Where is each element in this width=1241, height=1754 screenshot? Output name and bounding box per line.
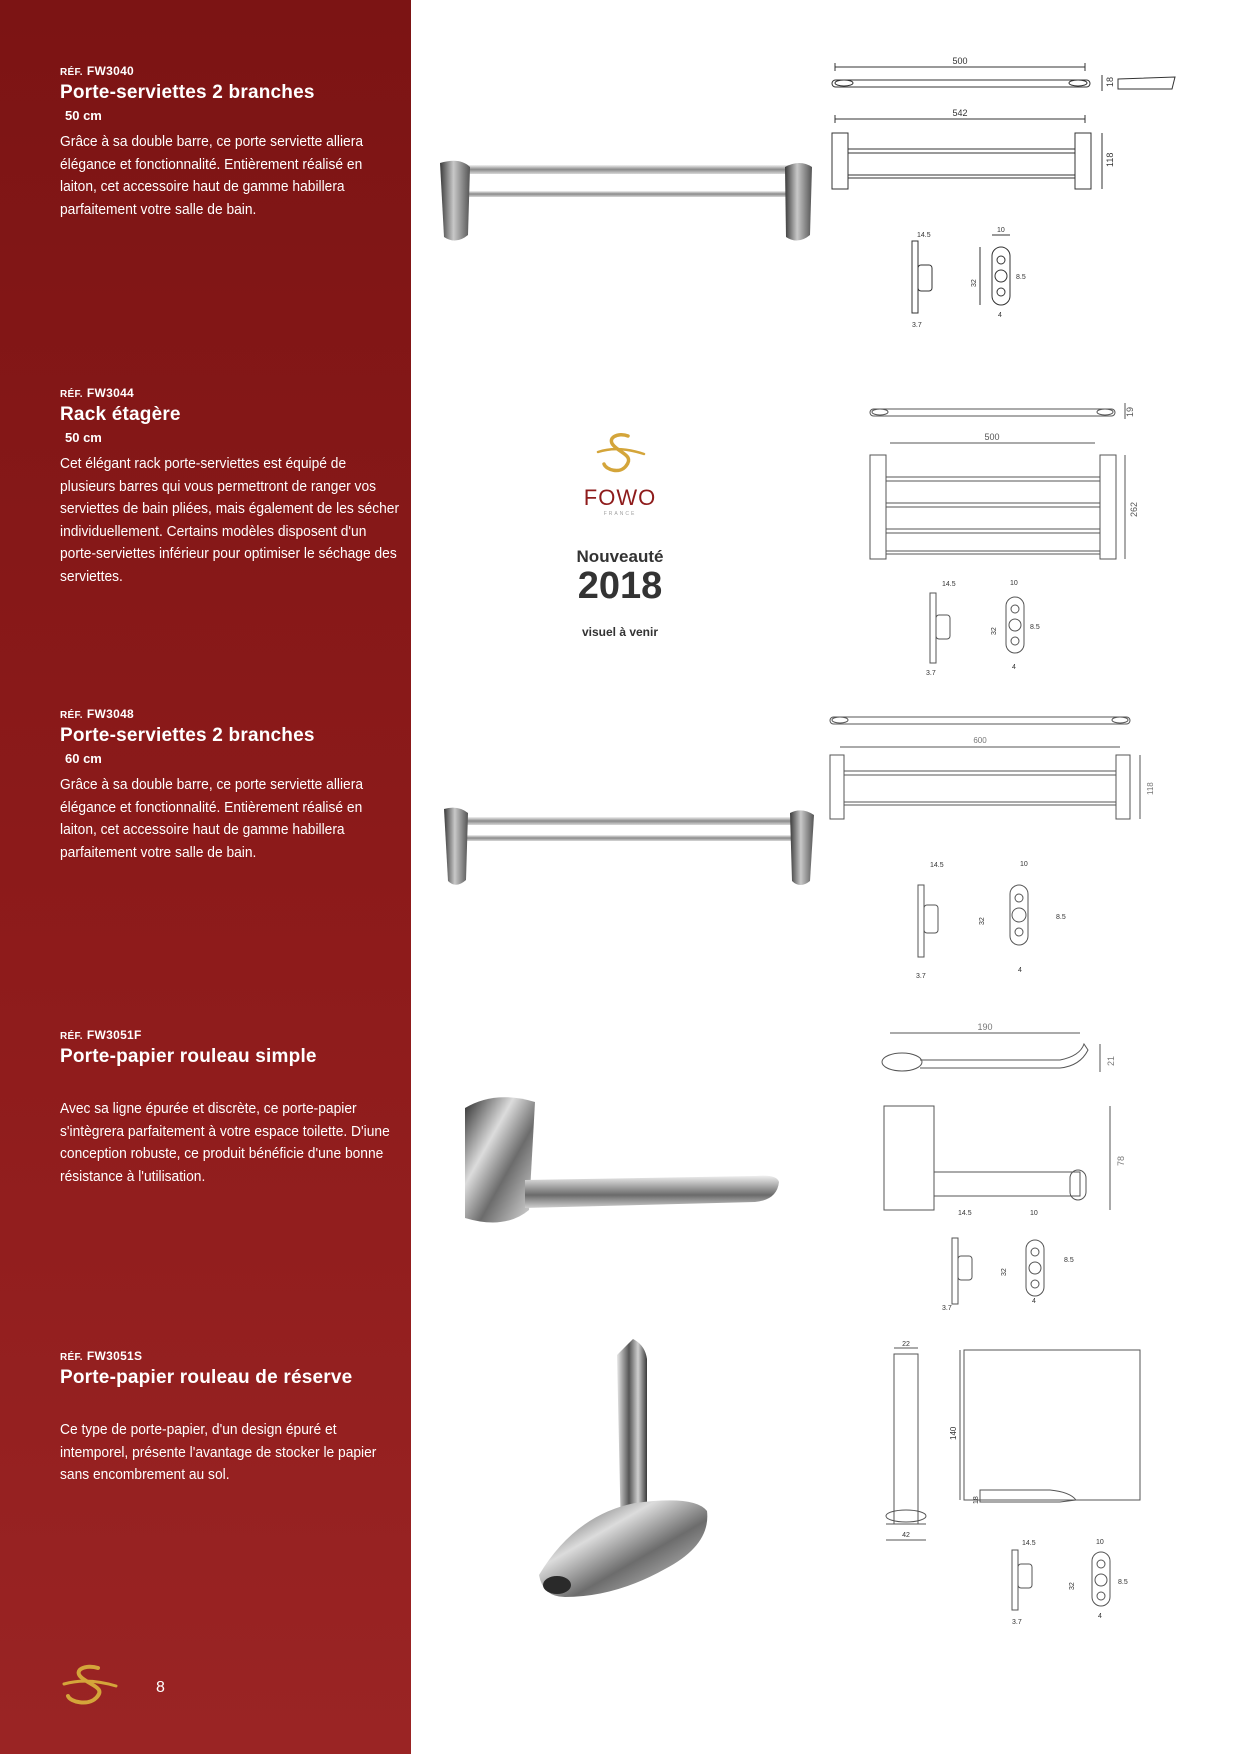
technical-drawing-fw3051f xyxy=(870,1020,1170,1315)
product-size: 50 cm xyxy=(65,108,102,123)
product-ref xyxy=(60,386,405,400)
page-number: 8 xyxy=(156,1679,165,1696)
technical-drawing-fw3040 xyxy=(820,55,1180,350)
dim-width-top: 500 xyxy=(952,56,968,66)
product-photo-fw3040 xyxy=(430,155,820,250)
product-title: Rack étagère xyxy=(60,404,181,425)
dim-hole: 8.5 xyxy=(1056,914,1066,921)
product-description: Ce type de porte-papier, d'un design épuré et intemporel, présente l'avantage de stocker le papier sans encombrement au sol. xyxy=(60,1421,377,1483)
dim-mount-depth: 14.5 xyxy=(917,232,931,239)
dim-mount-width: 10 xyxy=(997,227,1005,234)
dim-pin: 4 xyxy=(1018,967,1022,974)
dim-mount-depth: 14.5 xyxy=(930,862,944,869)
dim-height-front: 262 xyxy=(1129,501,1139,517)
dim-height-front: 118 xyxy=(1105,152,1115,167)
dim-mount-width: 10 xyxy=(1030,1210,1038,1217)
product-fw3048 xyxy=(60,707,405,864)
dim-mount-depth: 14.5 xyxy=(942,581,956,588)
dim-width-front: 542 xyxy=(952,108,968,118)
ref-label: RÉF. xyxy=(60,710,83,721)
technical-drawing-fw3044 xyxy=(860,385,1180,685)
product-photo-fw3051s xyxy=(535,1335,720,1605)
product-photo-fw3048 xyxy=(440,805,820,890)
dim-pin: 4 xyxy=(1098,1613,1102,1620)
product-ref xyxy=(60,64,405,78)
product-size: 60 cm xyxy=(65,751,102,766)
product-size: 50 cm xyxy=(65,430,102,445)
new-product-badge xyxy=(540,430,700,639)
dim-mount-height: 32 xyxy=(991,627,998,635)
dim-mount-depth: 14.5 xyxy=(1022,1540,1036,1547)
fowo-logo-icon xyxy=(590,430,650,478)
dim-plate: 3.7 xyxy=(926,670,936,677)
product-description: Cet élégant rack porte-serviettes est équipé de plusieurs barres qui vous permettront de ranger vos serviettes de bain pliées, mais également de les sécher individuellement. Certains modèles disposent d'un porte-serviettes inférieur pour optimiser le séchage des serviettes. xyxy=(60,455,400,585)
ref-code: FW3051F xyxy=(86,1028,142,1042)
dim-height-front: 140 xyxy=(949,1426,958,1440)
dim-mount-width: 10 xyxy=(1010,580,1018,587)
ref-code: FW3040 xyxy=(86,64,135,78)
new-year: 2018 xyxy=(577,565,663,607)
product-description: Grâce à sa double barre, ce porte serviette alliera élégance et fonctionnalité. Entièrement réalisé en laiton, cet accessoire haut de gamme habillera parfaitement votre salle de bain. xyxy=(60,133,363,218)
product-title: Porte-serviettes 2 branches xyxy=(60,82,315,103)
dim-mount-depth: 14.5 xyxy=(958,1210,972,1217)
product-title: Porte-serviettes 2 branches xyxy=(60,725,315,746)
dim-height-front: 78 xyxy=(1116,1155,1126,1166)
dim-hole: 8.5 xyxy=(1016,274,1026,281)
dim-pin: 4 xyxy=(1032,1298,1036,1305)
dim-base-height: 18 xyxy=(973,1496,980,1504)
dim-mount-height: 32 xyxy=(971,279,978,287)
product-description: Grâce à sa double barre, ce porte serviette alliera élégance et fonctionnalité. Entièrement réalisé en laiton, cet accessoire haut de gamme habillera parfaitement votre salle de bain. xyxy=(60,776,363,861)
ref-code: FW3048 xyxy=(86,707,135,721)
ref-code: FW3044 xyxy=(86,386,135,400)
technical-drawing-fw3048 xyxy=(820,705,1180,995)
dim-pin: 4 xyxy=(998,312,1002,319)
product-title: Porte-papier rouleau de réserve xyxy=(60,1367,353,1388)
product-ref xyxy=(60,707,405,721)
product-fw3051f xyxy=(60,1028,405,1188)
product-fw3044 xyxy=(60,386,405,588)
ref-label: RÉF. xyxy=(60,1352,83,1363)
dim-height-top: 18 xyxy=(1105,76,1115,87)
ref-label: RÉF. xyxy=(60,67,83,78)
product-fw3051s xyxy=(60,1349,405,1487)
dim-mount-height: 32 xyxy=(1069,1582,1076,1590)
product-ref xyxy=(60,1349,405,1363)
brand-logo-icon xyxy=(58,1662,122,1710)
dim-mount-width: 10 xyxy=(1020,861,1028,868)
dim-pin: 4 xyxy=(1012,664,1016,671)
visual-note: visuel à venir xyxy=(581,625,659,639)
dim-hole: 8.5 xyxy=(1064,1257,1074,1264)
dim-width-front: 500 xyxy=(984,432,1000,442)
dim-plate: 3.7 xyxy=(942,1305,952,1312)
ref-label: RÉF. xyxy=(60,1031,83,1042)
dim-height-front: 118 xyxy=(1146,782,1155,795)
product-ref xyxy=(60,1028,405,1042)
dim-mount-width: 10 xyxy=(1096,1539,1104,1546)
dim-width-front: 600 xyxy=(973,736,987,745)
technical-drawing-fw3051s xyxy=(880,1340,1180,1630)
dim-plate: 3.7 xyxy=(1012,1619,1022,1626)
new-label: Nouveauté xyxy=(576,547,664,566)
product-photo-fw3051f xyxy=(455,1090,785,1240)
dim-mount-height: 32 xyxy=(1001,1268,1008,1276)
dim-hole: 8.5 xyxy=(1030,624,1040,631)
ref-code: FW3051S xyxy=(86,1349,143,1363)
product-fw3040 xyxy=(60,64,405,221)
brand-subtitle: FRANCE xyxy=(603,511,637,517)
dim-mount-height: 32 xyxy=(979,917,986,925)
dim-base-width: 42 xyxy=(902,1532,910,1539)
dim-plate: 3.7 xyxy=(916,973,926,980)
dim-height-top: 21 xyxy=(1106,1055,1116,1066)
dim-height-top: 19 xyxy=(1125,406,1135,417)
dim-width-top: 190 xyxy=(977,1022,993,1032)
sidebar-panel xyxy=(0,0,411,1754)
product-description: Avec sa ligne épurée et discrète, ce porte-papier s'intègrera parfaitement à votre espace toilette. D'iune conception robuste, ce produit bénéficie d'une bonne résistance à l'utilisation. xyxy=(60,1100,390,1185)
product-title: Porte-papier rouleau simple xyxy=(60,1046,317,1067)
brand-name: FOWO xyxy=(583,485,657,510)
dim-plate: 3.7 xyxy=(912,322,922,329)
dim-hole: 8.5 xyxy=(1118,1579,1128,1586)
ref-label: RÉF. xyxy=(60,389,83,400)
dim-width-top: 22 xyxy=(902,1341,910,1348)
